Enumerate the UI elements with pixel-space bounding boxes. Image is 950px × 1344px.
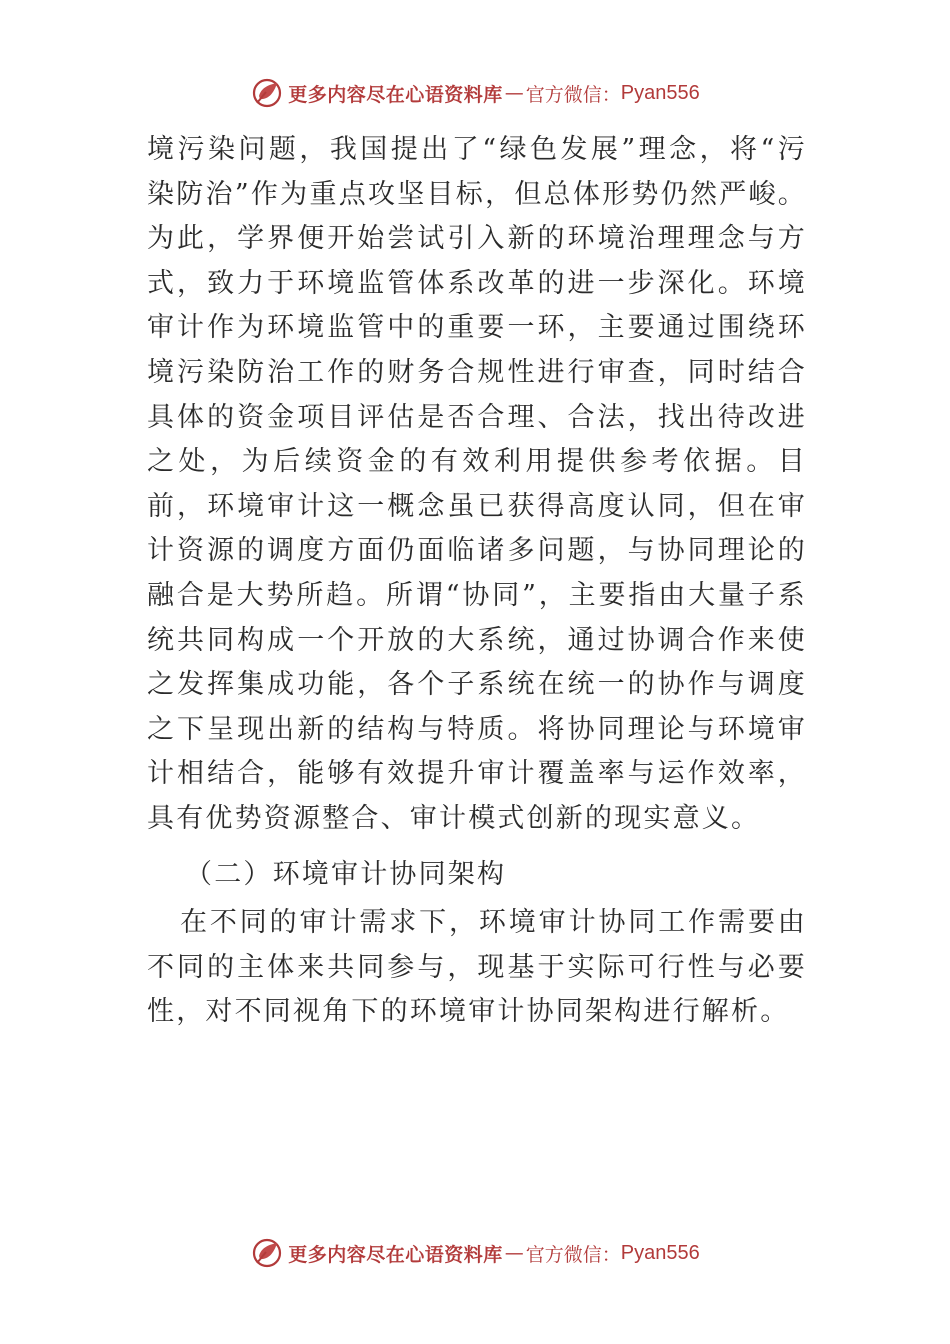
watermark-separator: — <box>504 1242 524 1264</box>
body-paragraph-1: 境污染问题，我国提出了“绿色发展”理念，将“污染防治”作为重点攻坚目标，但总体形势仍然严峻。为此，学界便开始尝试引入新的环境治理理念与方式，致力于环境监管体系改革的进一步深化。环境审计作为环境监管中的重要一环，主要通过围绕环境污染防治工作的财务合规性进行审查，同时结合具体的资金项目评估是否合理、合法，找出待改进之处，为后续资金的有效利用提供参考依据。目前，环境审计这一概念虽已获得高度认同，但在审计资源的调度方面仍面临诸多问题，与协同理论的融合是大势所趋。所谓“协同”，主要指由大量子系统共同构成一个开放的大系统，通过协调合作来使之发挥集成功能，各个子系统在统一的协作与调度之下呈现出新的结构与特质。将协同理论与环境审计相结合，能够有效提升审计覆盖率与运作效率，具有优势资源整合、审计模式创新的现实意义。 <box>147 134 807 834</box>
watermark-wechat-id: Pyan556 <box>620 81 700 104</box>
body-paragraph-2: 在不同的审计需求下，环境审计协同工作需要由不同的主体来共同参与，现基于实际可行性与必要性，对不同视角下的环境审计协同架构进行解析。 <box>147 907 807 1028</box>
watermark-brand: 更多内容尽在心语资料库 <box>288 83 503 106</box>
watermark-wechat-id: Pyan556 <box>620 1241 700 1264</box>
watermark-wechat-label: 官方微信： <box>525 1243 621 1266</box>
footer-watermark <box>0 1233 950 1273</box>
watermark-separator: — <box>504 82 524 104</box>
watermark-wechat-label: 官方微信： <box>525 83 621 106</box>
watermark-brand: 更多内容尽在心语资料库 <box>288 1243 503 1266</box>
leaf-logo-icon <box>250 76 284 110</box>
header-watermark <box>0 73 950 113</box>
document-body <box>147 128 807 1035</box>
section-heading: （二）环境审计协同架构 <box>185 858 507 890</box>
leaf-logo-icon <box>250 1236 284 1270</box>
